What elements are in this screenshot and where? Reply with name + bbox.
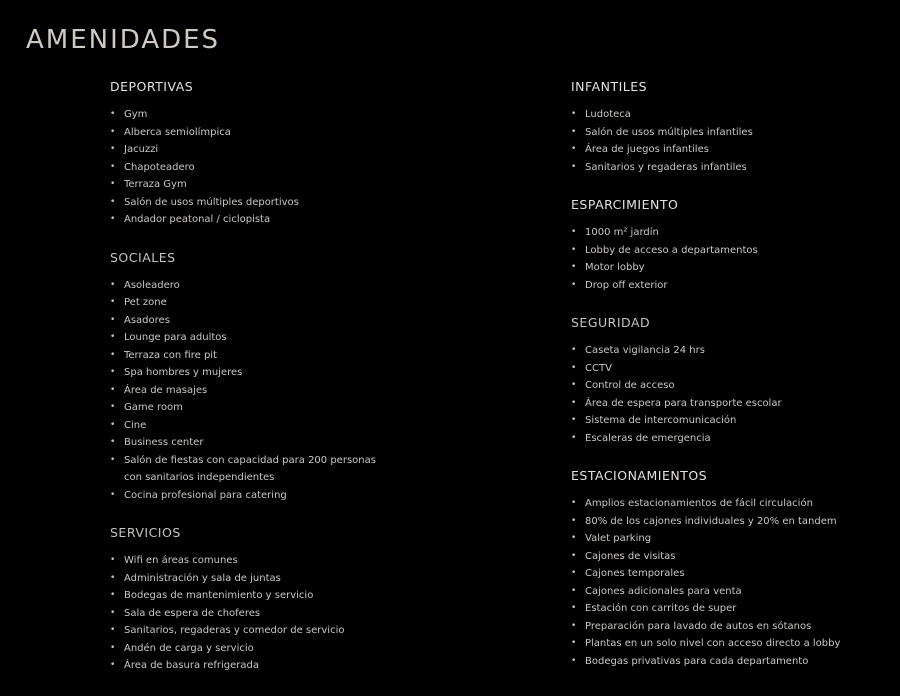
- amenity-list: [110, 106, 410, 229]
- list-item: • Lobby de acceso a departamentos: [571, 242, 891, 260]
- list-item: • Wifi en áreas comunes: [110, 552, 410, 570]
- section-seguridad: [571, 315, 891, 447]
- list-item: • 80% de los cajones individuales y 20% en tandem: [571, 513, 891, 531]
- list-item: • Salón de fiestas con capacidad para 200 personas con sanitarios independientes: [110, 452, 394, 487]
- section-esparcimiento: [571, 197, 891, 294]
- section-servicios: [110, 525, 410, 675]
- list-item: • Motor lobby: [571, 259, 891, 277]
- left-column: [110, 79, 410, 696]
- amenity-list: [571, 106, 891, 176]
- list-item: • Área de basura refrigerada: [110, 657, 410, 675]
- amenity-list: [110, 277, 410, 505]
- list-item: • Asadores: [110, 312, 410, 330]
- list-item: • Ludoteca: [571, 106, 891, 124]
- list-item: • Preparación para lavado de autos en sótanos: [571, 618, 891, 636]
- list-item: • Drop off exterior: [571, 277, 891, 295]
- list-item: • Chapoteadero: [110, 159, 410, 177]
- list-item: • Amplios estacionamientos de fácil circulación: [571, 495, 891, 513]
- amenity-list: [571, 495, 891, 670]
- list-item: • Alberca semiolímpica: [110, 124, 410, 142]
- list-item: • Pet zone: [110, 294, 410, 312]
- section-heading: INFANTILES: [571, 79, 648, 94]
- amenity-list: [110, 552, 410, 675]
- list-item: • Cajones adicionales para venta: [571, 583, 891, 601]
- section-sociales: [110, 250, 410, 505]
- right-column: [571, 79, 891, 691]
- section-heading: ESPARCIMIENTO: [571, 197, 679, 212]
- list-item: • Bodegas privativas para cada departamento: [571, 653, 891, 671]
- list-item: • Terraza con fire pit: [110, 347, 410, 365]
- list-item: • Lounge para adultos: [110, 329, 410, 347]
- list-item: • Cine: [110, 417, 410, 435]
- list-item: • Spa hombres y mujeres: [110, 364, 410, 382]
- list-item: • 1000 m² jardín: [571, 224, 891, 242]
- list-item: • Plantas en un solo nivel con acceso directo a lobby: [571, 635, 891, 653]
- list-item: • Jacuzzi: [110, 141, 410, 159]
- list-item: • Salón de usos múltiples infantiles: [571, 124, 891, 142]
- list-item: • Cajones temporales: [571, 565, 891, 583]
- section-heading: ESTACIONAMIENTOS: [571, 468, 708, 483]
- list-item: • Valet parking: [571, 530, 891, 548]
- amenity-list: [571, 224, 891, 294]
- list-item: • Terraza Gym: [110, 176, 410, 194]
- section-heading: SERVICIOS: [110, 525, 181, 540]
- list-item: • Business center: [110, 434, 410, 452]
- list-item: • Sala de espera de choferes: [110, 605, 410, 623]
- list-item: • Sanitarios, regaderas y comedor de servicio: [110, 622, 410, 640]
- list-item: • Área de juegos infantiles: [571, 141, 891, 159]
- list-item: • Andén de carga y servicio: [110, 640, 410, 658]
- list-item: • Game room: [110, 399, 410, 417]
- list-item: • Estación con carritos de super: [571, 600, 891, 618]
- list-item: • Gym: [110, 106, 410, 124]
- section-estacionamientos: [571, 468, 891, 670]
- section-infantiles: [571, 79, 891, 176]
- list-item: • Área de masajes: [110, 382, 410, 400]
- list-item: • Asoleadero: [110, 277, 410, 295]
- section-heading: DEPORTIVAS: [110, 79, 194, 94]
- list-item: • Control de acceso: [571, 377, 891, 395]
- list-item: • Sanitarios y regaderas infantiles: [571, 159, 891, 177]
- section-heading: SOCIALES: [110, 249, 176, 265]
- list-item: • Caseta vigilancia 24 hrs: [571, 342, 891, 360]
- list-item: • Salón de usos múltiples deportivos: [110, 194, 410, 212]
- section-deportivas: [110, 79, 410, 229]
- list-item: • Sistema de intercomunicación: [571, 412, 891, 430]
- list-item: • Andador peatonal / ciclopista: [110, 211, 410, 229]
- list-item: • CCTV: [571, 360, 891, 378]
- list-item: • Bodegas de mantenimiento y servicio: [110, 587, 410, 605]
- list-item: • Área de espera para transporte escolar: [571, 395, 891, 413]
- list-item: • Cajones de visitas: [571, 548, 891, 566]
- list-item: • Cocina profesional para catering: [110, 487, 410, 505]
- amenity-list: [571, 342, 891, 447]
- section-heading: SEGURIDAD: [571, 315, 651, 330]
- page-title: AMENIDADES: [26, 25, 221, 56]
- list-item: • Administración y sala de juntas: [110, 570, 410, 588]
- list-item: • Escaleras de emergencia: [571, 430, 891, 448]
